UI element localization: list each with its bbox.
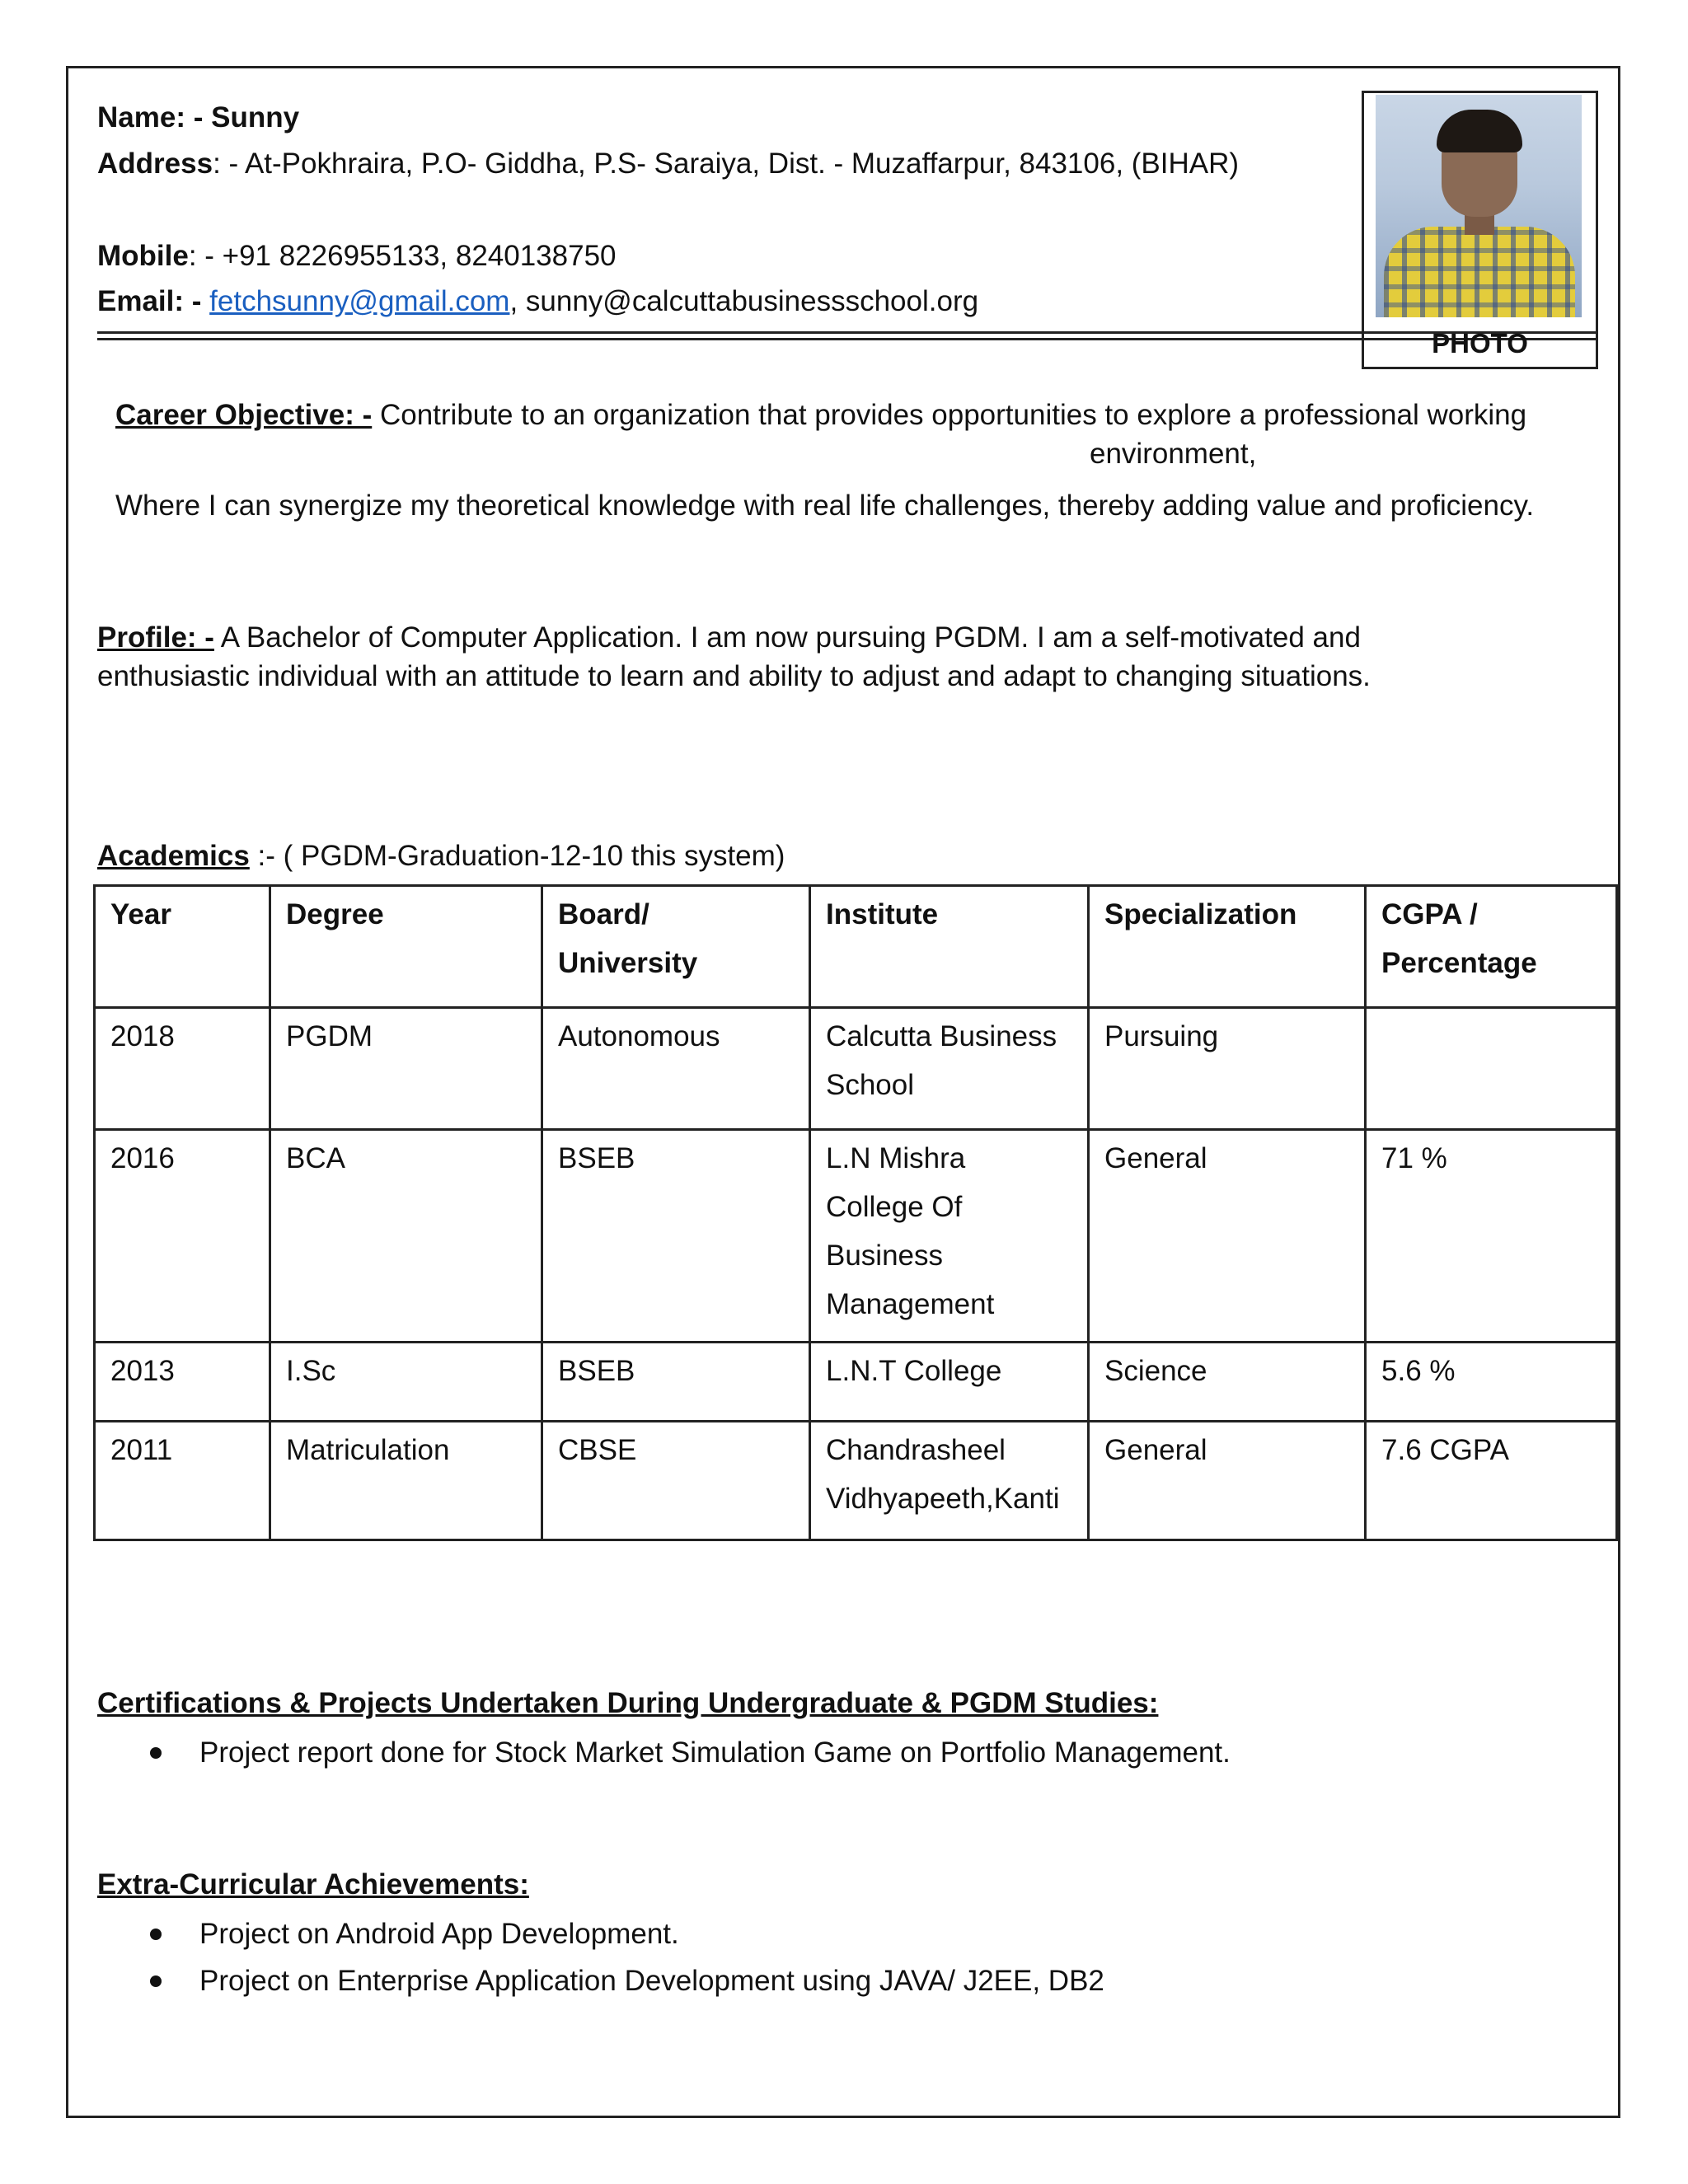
academics-heading: Academics xyxy=(97,840,250,872)
cell-line: School xyxy=(826,1069,915,1101)
table-cell xyxy=(95,1343,270,1422)
email-link[interactable]: fetchsunny@gmail.com xyxy=(209,285,510,317)
photo-box xyxy=(1362,91,1598,369)
address-line xyxy=(97,147,1239,181)
table-row xyxy=(95,1130,1617,1343)
table-cell xyxy=(810,1343,1089,1422)
table-cell xyxy=(270,1130,542,1343)
profile-text-1: A Bachelor of Computer Application. I am now pursuing PGDM. I am a self-motivated and xyxy=(213,621,1361,654)
academics-title xyxy=(97,839,785,874)
cell-line: I.Sc xyxy=(286,1355,336,1387)
table-header-cell xyxy=(542,886,810,1008)
certifications-heading: Certifications & Projects Undertaken During Undergraduate & PGDM Studies: xyxy=(97,1687,1159,1719)
table-header-cell xyxy=(270,886,542,1008)
cell-line: L.N Mishra xyxy=(826,1142,966,1174)
table-cell xyxy=(810,1130,1089,1343)
table-header-cell xyxy=(95,886,270,1008)
academics-table-body xyxy=(95,886,1617,1540)
cell-line: BSEB xyxy=(558,1142,635,1174)
table-cell xyxy=(542,1130,810,1343)
list-item xyxy=(199,1736,1231,1770)
career-heading: Career Objective: - xyxy=(115,399,373,431)
photo-shirt xyxy=(1384,227,1575,317)
table-cell xyxy=(542,1343,810,1422)
mobile-line xyxy=(97,239,617,274)
cell-line: Management xyxy=(826,1288,995,1320)
extracurricular-heading: Extra-Curricular Achievements: xyxy=(97,1868,529,1900)
career-line-1 xyxy=(115,398,1526,433)
table-cell xyxy=(1089,1008,1366,1130)
cell-line: Pursuing xyxy=(1104,1020,1219,1052)
cell-line: 2016 xyxy=(110,1142,175,1174)
cell-line: Specialization xyxy=(1104,898,1297,930)
cell-line: Autonomous xyxy=(558,1020,720,1052)
table-cell xyxy=(1366,1422,1617,1540)
cell-line: Vidhyapeeth,Kanti xyxy=(826,1483,1060,1515)
name-value: Sunny xyxy=(211,101,300,134)
email-other: , sunny@calcuttabusinessschool.org xyxy=(509,285,979,317)
cell-line: Year xyxy=(110,898,171,930)
table-cell xyxy=(1089,1422,1366,1540)
profile-line-1 xyxy=(97,621,1361,655)
table-cell xyxy=(810,1008,1089,1130)
career-text-3: Where I can synergize my theoretical knowledge with real life challenges, thereby adding value and proficiency. xyxy=(115,490,1535,522)
mobile-label: Mobile xyxy=(97,240,189,272)
table-cell xyxy=(1089,1130,1366,1343)
table-row xyxy=(95,1008,1617,1130)
career-text-2: environment, xyxy=(1090,438,1257,470)
email-line xyxy=(97,284,978,319)
list-item xyxy=(199,1964,1104,1999)
table-cell xyxy=(95,1422,270,1540)
table-cell xyxy=(1366,1343,1617,1422)
table-cell xyxy=(1089,1343,1366,1422)
table-cell xyxy=(270,1343,542,1422)
cell-line: 5.6 % xyxy=(1381,1355,1456,1387)
table-cell xyxy=(270,1008,542,1130)
cell-line: Degree xyxy=(286,898,384,930)
cell-line: Institute xyxy=(826,898,939,930)
cell-line: 2013 xyxy=(110,1355,175,1387)
cell-line: University xyxy=(558,947,698,979)
table-header-row xyxy=(95,886,1617,1008)
table-header-cell xyxy=(810,886,1089,1008)
photo-label: PHOTO xyxy=(1432,328,1528,359)
cell-line: BSEB xyxy=(558,1355,635,1387)
cell-line: Chandrasheel xyxy=(826,1434,1006,1466)
profile-text-2: enthusiastic individual with an attitude to learn and ability to adjust and adapt to changing situations. xyxy=(97,660,1371,692)
table-header-cell xyxy=(1089,886,1366,1008)
cell-line: Business xyxy=(826,1240,944,1272)
table-cell xyxy=(810,1422,1089,1540)
bullet-icon xyxy=(150,1747,162,1759)
list-item xyxy=(199,1917,679,1952)
table-cell xyxy=(542,1422,810,1540)
address-value: : - At-Pokhraira, P.O- Giddha, P.S- Saraiya, Dist. - Muzaffarpur, 843106, (BIHAR) xyxy=(213,148,1240,180)
table-cell xyxy=(542,1008,810,1130)
cell-line: L.N.T College xyxy=(826,1355,1002,1387)
academics-subtitle: :- ( PGDM-Graduation-12-10 this system) xyxy=(249,840,785,872)
table-row xyxy=(95,1422,1617,1540)
table-cell xyxy=(95,1008,270,1130)
cell-line: BCA xyxy=(286,1142,345,1174)
cell-line: 2018 xyxy=(110,1020,175,1052)
cell-line: Calcutta Business xyxy=(826,1020,1057,1052)
table-cell xyxy=(1366,1008,1617,1130)
cell-line: CBSE xyxy=(558,1434,637,1466)
table-cell xyxy=(270,1422,542,1540)
address-label: Address xyxy=(97,148,213,180)
cell-line: Percentage xyxy=(1381,947,1537,979)
name-label: Name: - xyxy=(97,101,204,134)
mobile-value: : - +91 8226955133, 8240138750 xyxy=(188,240,617,272)
name-line xyxy=(97,101,299,135)
cell-line: PGDM xyxy=(286,1020,373,1052)
cell-line: Board/ xyxy=(558,898,649,930)
cell-line: 71 % xyxy=(1381,1142,1447,1174)
academics-table xyxy=(93,884,1618,1541)
bullet-icon xyxy=(150,1975,162,1987)
cell-line: General xyxy=(1104,1142,1207,1174)
profile-photo xyxy=(1376,95,1582,317)
cell-line: Science xyxy=(1104,1355,1207,1387)
table-header-cell xyxy=(1366,886,1617,1008)
cell-line: Matriculation xyxy=(286,1434,450,1466)
email-label: Email: - xyxy=(97,285,202,317)
list-item-text: Project on Android App Development. xyxy=(199,1918,679,1950)
cell-line: 7.6 CGPA xyxy=(1381,1434,1509,1466)
cell-line: College Of xyxy=(826,1191,963,1223)
cell-line: CGPA / xyxy=(1381,898,1478,930)
profile-heading: Profile: - xyxy=(97,621,214,654)
cell-line: 2011 xyxy=(110,1434,173,1466)
table-cell xyxy=(95,1130,270,1343)
table-cell xyxy=(1366,1130,1617,1343)
bullet-icon xyxy=(150,1929,162,1940)
list-item-text: Project report done for Stock Market Simulation Game on Portfolio Management. xyxy=(199,1736,1231,1769)
table-row xyxy=(95,1343,1617,1422)
career-text-1: Contribute to an organization that provides opportunities to explore a professional working xyxy=(372,399,1527,431)
list-item-text: Project on Enterprise Application Development using JAVA/ J2EE, DB2 xyxy=(199,1965,1104,1997)
photo-hair xyxy=(1437,110,1522,152)
cell-line: General xyxy=(1104,1434,1207,1466)
